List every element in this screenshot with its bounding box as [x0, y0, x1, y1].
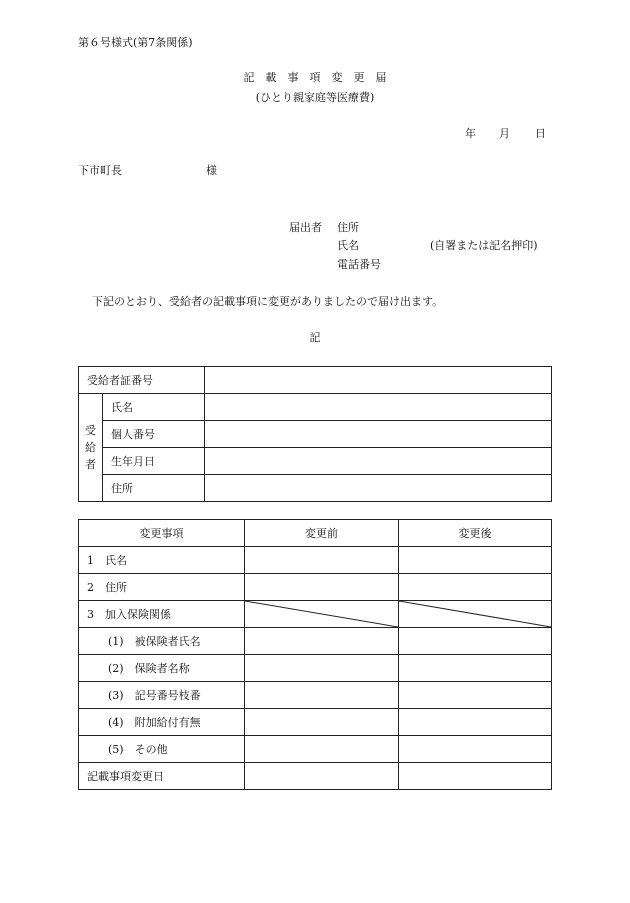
addressee: 下市町長 — [78, 164, 122, 177]
table-row — [79, 367, 552, 394]
recipient-cert-label: 受給者証番号 — [79, 367, 205, 394]
after-value-cell[interactable] — [399, 709, 552, 736]
table-row — [79, 601, 552, 628]
applicant-phone-label: 電話番号 — [337, 258, 381, 271]
recipient-row-label: 生年月日 — [103, 448, 205, 475]
change-table — [78, 519, 552, 790]
table-row — [79, 394, 552, 421]
before-value-cell[interactable] — [245, 763, 399, 790]
table-row — [79, 655, 552, 682]
change-item-label: (2) 保険者名称 — [79, 655, 245, 682]
table-row — [79, 421, 552, 448]
after-value-cell[interactable] — [399, 547, 552, 574]
after-value-cell[interactable] — [399, 682, 552, 709]
before-value-cell[interactable] — [245, 655, 399, 682]
recipient-row-label: 住所 — [103, 475, 205, 502]
before-value-cell[interactable] — [245, 736, 399, 763]
recipient-address-value-cell[interactable] — [205, 475, 552, 502]
recipient-id-number-value-cell[interactable] — [205, 421, 552, 448]
body-text: 下記のとおり、受給者の記載事項に変更がありましたので届け出ます。 — [92, 295, 444, 308]
recipient-birthdate-value-cell[interactable] — [205, 448, 552, 475]
date-month-label: 月 — [499, 127, 510, 140]
diagonal-strike — [245, 601, 398, 627]
diagonal-strike — [399, 601, 551, 627]
table-row — [79, 547, 552, 574]
table-row — [79, 736, 552, 763]
table-row — [79, 574, 552, 601]
change-item-header: 変更事項 — [79, 520, 245, 547]
table-row — [79, 448, 552, 475]
before-value-cell[interactable] — [245, 574, 399, 601]
seal-note: (自署または記名押印) — [430, 239, 538, 252]
before-value-cell[interactable] — [245, 547, 399, 574]
change-item-label: (4) 附加給付有無 — [79, 709, 245, 736]
after-value-cell[interactable] — [399, 655, 552, 682]
change-item-label: (3) 記号番号枝番 — [79, 682, 245, 709]
recipient-name-value-cell[interactable] — [205, 394, 552, 421]
change-item-label: 3 加入保険関係 — [79, 601, 245, 628]
recipient-row-label: 氏名 — [103, 394, 205, 421]
change-item-label: 2 住所 — [79, 574, 245, 601]
recipient-table — [78, 366, 552, 502]
after-cell-struck — [399, 601, 552, 628]
change-item-label: (5) その他 — [79, 736, 245, 763]
change-item-label: 記載事項変更日 — [79, 763, 245, 790]
form-number: 第６号様式(第7条関係) — [78, 36, 193, 49]
form-title: 記 載 事 項 変 更 届 — [243, 71, 387, 84]
applicant-address-label: 住所 — [337, 221, 359, 234]
recipient-cert-value-cell[interactable] — [205, 367, 552, 394]
recipient-group-label: 受 給 者 — [79, 394, 103, 502]
change-item-label: 1 氏名 — [79, 547, 245, 574]
before-value-cell[interactable] — [245, 628, 399, 655]
ki-label: 記 — [309, 331, 321, 344]
change-table-header-row — [79, 520, 552, 547]
before-value-cell[interactable] — [245, 682, 399, 709]
change-item-label: (1) 被保険者氏名 — [79, 628, 245, 655]
before-cell-struck — [245, 601, 399, 628]
table-row — [79, 628, 552, 655]
before-header: 変更前 — [245, 520, 399, 547]
table-row — [79, 682, 552, 709]
recipient-row-label: 個人番号 — [103, 421, 205, 448]
table-row — [79, 763, 552, 790]
date-day-label: 日 — [535, 127, 546, 140]
applicant-name-label: 氏名 — [337, 239, 359, 252]
form-subtitle: (ひとり親家庭等医療費) — [255, 91, 375, 104]
after-value-cell[interactable] — [399, 763, 552, 790]
applicant-label: 届出者 — [289, 221, 322, 234]
after-header: 変更後 — [399, 520, 552, 547]
before-value-cell[interactable] — [245, 709, 399, 736]
after-value-cell[interactable] — [399, 736, 552, 763]
honorific: 様 — [206, 164, 217, 177]
after-value-cell[interactable] — [399, 574, 552, 601]
date-year-label: 年 — [465, 127, 476, 140]
table-row — [79, 475, 552, 502]
after-value-cell[interactable] — [399, 628, 552, 655]
table-row — [79, 709, 552, 736]
